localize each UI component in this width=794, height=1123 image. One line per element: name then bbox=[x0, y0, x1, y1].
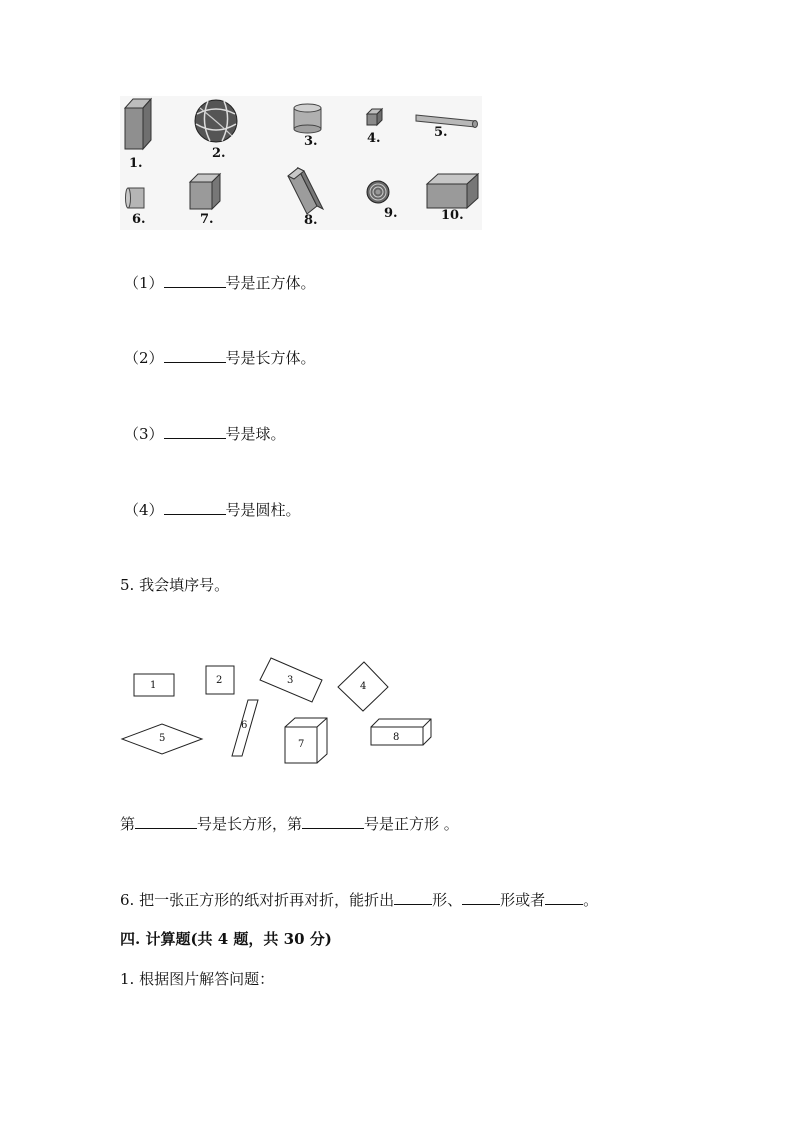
q6-text-4: 。 bbox=[583, 891, 599, 909]
answer-blank[interactable] bbox=[462, 890, 500, 905]
answer-blank[interactable] bbox=[545, 890, 583, 905]
solid-label-4: 4. bbox=[367, 131, 381, 146]
plane-shapes-illustration bbox=[118, 652, 438, 770]
q4-item-4 bbox=[124, 499, 301, 520]
shape-label-1: 1 bbox=[150, 680, 157, 691]
solid-3-cylinder bbox=[294, 104, 321, 133]
solid-7-cube bbox=[190, 174, 220, 209]
answer-blank[interactable] bbox=[164, 273, 226, 288]
solid-label-10: 10. bbox=[441, 208, 464, 223]
q4-item-number: （4） bbox=[124, 501, 164, 519]
shape-label-4: 4 bbox=[360, 681, 367, 692]
q4-item-text: 号是球。 bbox=[225, 425, 286, 443]
solid-label-8: 8. bbox=[304, 213, 318, 228]
answer-blank[interactable] bbox=[164, 500, 226, 515]
solid-label-5: 5. bbox=[434, 125, 448, 140]
shape-8-cuboid bbox=[371, 719, 431, 745]
q4-item-text: 号是长方体。 bbox=[225, 349, 316, 367]
q6-text-1: 6. 把一张正方形的纸对折再对折，能折出 bbox=[120, 891, 395, 909]
q4-item-3 bbox=[124, 423, 286, 444]
answer-blank[interactable] bbox=[302, 814, 364, 829]
answer-blank[interactable] bbox=[164, 424, 226, 439]
shape-label-5: 5 bbox=[159, 733, 166, 744]
solid-8-prism bbox=[288, 168, 323, 214]
q5-answer-end: 号是正方形 。 bbox=[364, 815, 459, 833]
q6-line bbox=[120, 889, 598, 910]
calc-q1-title: 1. 根据图片解答问题： bbox=[120, 970, 275, 988]
q4-item-number: （3） bbox=[124, 425, 164, 443]
q4-item-2 bbox=[124, 347, 316, 368]
shape-label-2: 2 bbox=[216, 675, 223, 686]
shape-label-8: 8 bbox=[393, 732, 400, 743]
shape-label-3: 3 bbox=[287, 675, 294, 686]
q4-item-text: 号是正方体。 bbox=[225, 274, 316, 292]
q4-item-1 bbox=[124, 272, 316, 293]
q5-shapes-figure bbox=[118, 652, 438, 770]
solids-illustration bbox=[120, 96, 482, 230]
q6-text-2: 形、 bbox=[432, 891, 463, 909]
q4-item-number: （1） bbox=[124, 274, 164, 292]
section-heading: 四. 计算题(共 4 题，共 30 分) bbox=[120, 930, 332, 948]
shape-7-cube bbox=[285, 718, 327, 763]
solid-label-2: 2. bbox=[212, 146, 226, 161]
solid-2-sphere bbox=[195, 100, 237, 142]
q5-title: 5. 我会填序号。 bbox=[120, 576, 230, 594]
solid-9-sphere bbox=[367, 181, 389, 203]
answer-blank[interactable] bbox=[394, 890, 432, 905]
solid-6-cylinder bbox=[126, 188, 145, 208]
solid-label-1: 1. bbox=[129, 156, 143, 171]
solid-label-7: 7. bbox=[200, 212, 214, 227]
answer-blank[interactable] bbox=[135, 814, 197, 829]
shape-label-6: 6 bbox=[241, 720, 248, 731]
shape-label-7: 7 bbox=[298, 739, 305, 750]
q5-answer-line bbox=[120, 813, 459, 834]
answer-blank[interactable] bbox=[164, 348, 226, 363]
solid-10-cuboid bbox=[427, 174, 478, 208]
solid-label-9: 9. bbox=[384, 206, 398, 221]
q6-text-3: 形或者 bbox=[500, 891, 546, 909]
solids-figure bbox=[120, 96, 482, 230]
solid-label-6: 6. bbox=[132, 212, 146, 227]
q4-item-text: 号是圆柱。 bbox=[225, 501, 301, 519]
q4-item-number: （2） bbox=[124, 349, 164, 367]
solid-4-cube bbox=[367, 109, 382, 125]
q5-answer-prefix: 第 bbox=[120, 815, 136, 833]
solid-label-3: 3. bbox=[304, 134, 318, 149]
solid-1-cuboid bbox=[125, 99, 151, 149]
q5-answer-mid: 号是长方形，第 bbox=[197, 815, 303, 833]
